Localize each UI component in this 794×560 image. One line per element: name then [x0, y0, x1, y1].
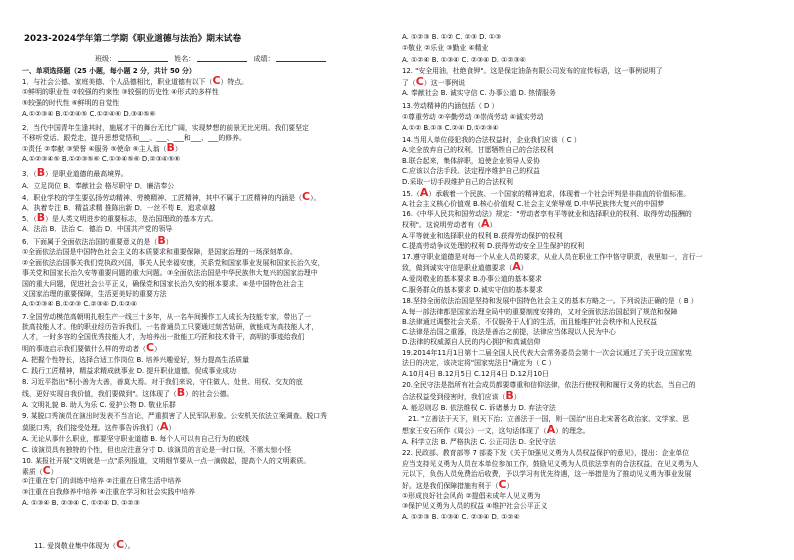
line-text: ①敬业 ②乐业 ③勤业 ④精业 — [402, 44, 489, 52]
exam-line — [22, 247, 297, 257]
line-text: A. 科学立法 B. 严格执法 C. 公正司法 D. 全民守法 — [402, 438, 556, 446]
exam-line — [402, 43, 488, 53]
exam-line — [22, 289, 167, 299]
exam-line — [402, 101, 498, 111]
line-text: 义国家治理的重要保障，生活更美好的重要方法 — [22, 290, 167, 298]
exam-line — [402, 469, 691, 479]
line-text: ）承载着一个民族、一个国家的精神追求，体现着一个社会评判是非曲直的价值标准。 — [428, 190, 691, 198]
line-text: ） — [50, 468, 58, 476]
line-text: ） — [520, 264, 528, 272]
exam-line — [22, 366, 236, 376]
exam-line — [402, 512, 520, 522]
line-text: C. 该演员具有独特的个性，但也应注意分寸 D. 该演员的言论是一时口误，不需太惊小怪 — [22, 446, 292, 454]
exam-line — [22, 332, 305, 342]
exam-line — [22, 445, 291, 455]
line-text: C.应该以合法手段、法定程序维护自己的权益 — [402, 167, 540, 175]
line-text: 12. "安全用油，杜绝食钾"。这是保定油条有限公司发布的宣传标语，这一事例说明了 — [402, 67, 663, 75]
answer-mark: A — [546, 425, 556, 435]
exam-line — [22, 279, 304, 289]
exam-line — [402, 448, 689, 458]
exam-line — [22, 109, 156, 119]
exam-line — [22, 487, 195, 497]
line-text: 9. 某脱口秀演员在演出时发表不当言论，严重损害了人民军队形象。公安机关依法立案调查。脱口秀 — [22, 412, 328, 420]
exam-line — [402, 177, 513, 187]
line-text: 19.2014年11月1日第十二届全国人民代表大会常务委员会第十一次会议通过了关于设立国家宪 — [402, 349, 692, 357]
line-text: ）的社会公德。 — [185, 390, 234, 398]
exam-line — [402, 403, 556, 413]
exam-line — [402, 327, 616, 337]
exam-line — [402, 209, 692, 219]
line-text: A. ①②③ B. ①② C. ②③ D. ①③ — [402, 33, 502, 41]
line-text: A. ①②③ B. ①③④ C. ②③④ D. ①②④ — [402, 513, 520, 521]
exam-line — [402, 156, 540, 166]
class-blank — [118, 53, 168, 62]
line-text: 国的重大问题，促进社会公平正义，确保党和国家长治久安的根本要求。④是中国特色社会主 — [22, 280, 304, 288]
line-text: ①鲜明的职业性 ②较强的约束性 ③较强的历史性 ④形式的多样性 — [22, 88, 219, 96]
exam-line — [402, 369, 549, 379]
exam-line — [402, 348, 692, 358]
exam-line — [402, 112, 544, 122]
exam-line — [22, 377, 303, 387]
exam-line — [22, 540, 134, 550]
exam-line — [402, 231, 563, 241]
exam-line — [22, 98, 119, 108]
exam-line — [22, 224, 172, 234]
line-text: C.服务群众的基本要求 D.诚实守信的基本要求 — [402, 286, 543, 294]
exam-line — [22, 466, 58, 476]
line-text: A. 无论从事什么职业，都要坚守职业道德 B. 每个人可以有自己行为的底线 — [22, 435, 249, 443]
answer-mark: C — [498, 480, 507, 490]
line-text: 好。这是我们保障措施有利于（ — [402, 482, 499, 490]
exam-line — [22, 236, 173, 246]
line-text: D.采取一切手段维护自己的合法权利 — [402, 178, 513, 186]
answer-mark: C — [415, 77, 424, 87]
exam-line — [402, 145, 553, 155]
exam-line — [402, 391, 521, 401]
line-text: B.法律通过调整社会关系，不仅服务于人们的生活，而且能维护社会秩序和人民权益 — [402, 318, 657, 326]
exam-line — [402, 307, 678, 317]
exam-line — [22, 476, 181, 486]
exam-line — [22, 434, 249, 444]
line-text: 批高技能人才。他的职业经历告诉我们，一名普通员工只要通过刻苦钻研，就能成为高技能人才， — [22, 323, 319, 331]
line-text: ②全面依法治国事关我们党执政兴国，事关人民幸福安康，关系党和国家事业发展和国家长治久安， — [22, 259, 325, 267]
exam-line — [22, 133, 246, 143]
exam-line — [22, 203, 215, 213]
line-text: B.联合起来，集体辞职，迫使企业领导人妥协 — [402, 157, 540, 165]
line-text: 16.《中华人民共和国劳动法》规定："劳动者享有平等就业和选择职业的权利、取得劳动报酬的 — [402, 210, 692, 218]
line-text: 10. 某报社开展"文明就是一点"系列报道，文明细节要从一点一滴做起，提高个人的文明素质。 — [22, 457, 311, 465]
exam-line — [22, 422, 175, 432]
line-text: 15.（ — [402, 190, 420, 198]
line-text: A. ①③④ B. ②③④ C. ①②④ D. ①②③ — [22, 499, 140, 507]
line-text: ） — [513, 393, 521, 401]
line-text: 应当支持见义勇为人员在本单位参加工作，鼓励见义勇为人员依法享有的合法权益，在见义勇为人 — [402, 460, 699, 468]
exam-line — [402, 480, 513, 490]
line-text: 事关党和国家长治久安等重要问题的重大问题。③全面依法治国是中华民族伟大复兴的国家治理中 — [22, 269, 318, 277]
line-text: ） — [506, 482, 514, 490]
line-text: 合法权益受到侵害时，我们应该（ — [402, 393, 506, 401]
line-text: ）是人类文明进步的重要标志，是治国理政的基本方式。 — [45, 215, 218, 223]
exam-line — [402, 380, 695, 390]
line-text: A．执着专注 B．精益求精 推陈出新 D．一丝不苟 E．追求卓越 — [22, 204, 216, 212]
line-text: ①注重在专门的训练中培养 ②注重在日常生活中培养 — [22, 477, 182, 485]
answer-mark: B — [505, 391, 514, 401]
line-text: 13.劳动精神的内涵包括（ D ） — [402, 102, 499, 110]
line-text: 法日的决定，该决定将"国家宪法日"确定为（ C ） — [402, 359, 556, 367]
answer-mark: A — [419, 188, 429, 198]
exam-line — [402, 459, 698, 469]
line-text: ） — [168, 424, 176, 432]
line-text: 8. 习近平指出"积小善为大善，善莫大焉。对于我们来说，守住做人、处世、用权、交友的底 — [22, 378, 303, 386]
exam-line — [22, 87, 219, 97]
exam-line — [402, 491, 541, 501]
line-text: 权利"。这说明劳动者有（ — [402, 221, 481, 229]
exam-line — [402, 66, 663, 76]
line-text: ） — [154, 345, 161, 353]
exam-line — [402, 296, 698, 306]
line-text: 不移听党话、跟党走，提升思想觉悟和___、___、___和___、___的修养。 — [22, 134, 246, 142]
line-text: D.法律的权威源自人民的内心拥护和真诚信仰 — [402, 338, 541, 346]
exam-line — [22, 143, 182, 153]
exam-line — [22, 411, 327, 421]
exam-line — [22, 343, 161, 353]
answer-mark: B — [36, 168, 46, 178]
exam-line — [402, 219, 496, 229]
line-text: A.社会主义核心价值观 B.核心价值观 C.社会主义荣辱观 D.中华民族伟大复兴的中国梦 — [402, 200, 665, 208]
line-text: A.每一部法律都是国家治理全局中的重要制度安排的，又对全面依法治国起到了规范和保障 — [402, 308, 678, 316]
line-text: A.①② B.①③ C.②④ D.①②③④ — [402, 124, 499, 132]
answer-mark: C — [146, 343, 155, 353]
exam-line — [22, 66, 196, 76]
line-text: C.法律是治国之重器，良法是善治之前提，法律应当体现以人民为中心 — [402, 328, 616, 336]
line-text: ①全面依法治国是中国特色社会主义的本质要求和重要保障，是国家治理的一场深刻革命。 — [22, 248, 297, 256]
exam-line — [22, 355, 249, 365]
exam-line — [22, 258, 324, 268]
exam-line — [402, 32, 501, 42]
line-text: 22. 民政部、教育部等 7 部委下发《关于加强见义勇为人员权益保护的意见》，提出：企业单位 — [402, 449, 690, 457]
exam-line — [402, 135, 581, 145]
exam-line — [402, 123, 499, 133]
line-text: 5．（ — [22, 215, 37, 223]
line-text: A.完全放弃自己的权利，甘愿牺牲自己的合法权利 — [402, 146, 554, 154]
line-text: A.平等就业和选择职业的权利 B.获得劳动保护的权利 — [402, 232, 563, 240]
exam-line — [402, 252, 702, 262]
exam-line — [22, 388, 233, 398]
exam-line — [22, 299, 137, 309]
line-text: 7.全国劳动模范高朝明扎根生产一线三十多年，从一名车间操作工人成长为技能专家，带出了一 — [22, 313, 312, 321]
exam-line — [22, 400, 176, 410]
exam-line — [22, 168, 128, 178]
line-text: 明的事迹启示我们要做什么样的劳动者（ — [22, 345, 147, 353]
exam-line — [402, 437, 556, 447]
answer-mark: C — [212, 76, 221, 86]
exam-line — [402, 166, 540, 176]
line-text: 人才，一时多容的全国优秀技能人才，为培养出一批能工巧匠和技术骨干，高明的事迹给我们 — [22, 333, 305, 341]
answer-mark: B — [176, 388, 186, 398]
line-text: 2．当代中国青年生逢其时，施展才干的舞台无比广阔，实现梦想的前景无比光明。我们要坚定 — [22, 124, 309, 132]
exam-line — [22, 268, 318, 278]
answer-mark: A — [159, 422, 169, 432]
exam-line — [402, 317, 657, 327]
line-text: ③保护见义勇为人员的权益 ④维护社会公平正义 — [402, 502, 548, 510]
line-text: ①责任 ②奉献 ③荣誉 ④服务 ⑤使命 ⑥主人翁（ — [22, 145, 167, 153]
exam-line — [22, 76, 248, 86]
line-text: ） — [174, 145, 182, 153]
exam-line — [402, 285, 543, 295]
answer-mark: B — [166, 143, 175, 153]
exam-line — [402, 199, 664, 209]
score-blank — [276, 53, 326, 62]
line-text: 致，做到诚实守信是职业道德要求（ — [402, 264, 513, 272]
line-text: A．法治 B．法治 C．德治 D．中国共产党的领导 — [22, 225, 173, 233]
line-text: A. 把握个性特长，选择合适工作岗位 B. 培养兴趣爱好，努力提高生活质量 — [22, 356, 249, 364]
exam-line — [402, 262, 528, 272]
line-text: 一、单项选择题（25 小题，每小题 2 分，共计 50 分） — [22, 67, 196, 75]
answer-mark: B — [157, 236, 166, 246]
answer-mark: A — [480, 219, 490, 229]
exam-line — [402, 501, 547, 511]
answer-mark: A — [512, 262, 521, 272]
class-label: 班级： — [95, 55, 116, 63]
line-text: 14.当用人单位侵犯我的合法权益时，企业我们应该（ C ） — [402, 136, 581, 144]
student-info-row — [95, 53, 330, 64]
exam-line — [402, 337, 540, 347]
answer-mark: B — [36, 213, 46, 223]
line-text: 素质（ — [22, 468, 43, 476]
line-text: A. 能忍则忍 B. 依法维权 C. 诉诸暴力 D. 弃法守法 — [402, 404, 556, 412]
line-text: A.10月4日 B.12月5日 C.12月4日 D.12月10日 — [402, 370, 549, 378]
line-text: C.提高劳动争议处理的权利 D.获得劳动安全卫生保护的权利 — [402, 242, 585, 250]
line-text: 了（ — [402, 79, 416, 87]
line-text: 6．下面属于全面依法治国的重要意义的是（ — [22, 238, 158, 246]
line-text: ） — [489, 221, 497, 229]
line-text: 11. 爱岗敬业集中体现为（ — [34, 542, 117, 550]
exam-line — [22, 498, 140, 508]
line-text: 20.全民守法是指所有社会成员都要尊重和信仰法律，依法行使权利和履行义务的状态，当自己的 — [402, 381, 696, 389]
exam-line — [22, 322, 318, 332]
line-text: 想家王安石所作《周公》一文，这句话体现了（ — [402, 427, 547, 435]
answer-mark: C — [42, 466, 51, 476]
line-text: A.①②③④ B.①②③ C.②③④ D.①②④ — [22, 300, 138, 308]
line-text: ）特点。 — [220, 78, 249, 86]
line-text: ） — [165, 238, 173, 246]
line-text: A.爱岗敬业的基本要求 B.办事公道的基本要求 — [402, 275, 542, 283]
exam-line — [402, 414, 689, 424]
exam-line — [402, 425, 590, 435]
exam-line — [22, 192, 320, 202]
line-text: ③注重在自我修养中培养 ④注重在学习和社会实践中培养 — [22, 488, 196, 496]
line-text: 元以下，负伤人员免费治后收费，予以学习有优先待遇，这一举措是为了推动见义勇为事业发展 — [402, 470, 692, 478]
line-text: A.①②③④⑤ B.①②③⑤⑥ C.①③④⑤⑥ D.②③④⑤⑥ — [22, 155, 181, 163]
line-text: ①尊重劳动 ②辛勤劳动 ③崇尚劳动 ④诚实劳动 — [402, 113, 544, 121]
exam-line — [402, 77, 465, 87]
line-text: ）的理念。 — [555, 427, 590, 435]
exam-line — [22, 123, 309, 133]
exam-line — [22, 312, 311, 322]
exam-line — [402, 188, 690, 198]
name-blank — [197, 53, 247, 62]
line-text: 3．（ — [22, 170, 37, 178]
line-text: A．立足岗位 B．奉献社会 格尽职守 D．廉洁奉公 — [22, 182, 175, 190]
line-text: ）这一事例说 — [423, 79, 466, 87]
line-text: A.①②③④ B.①②④⑤ C.①②④⑥ D.③④⑤⑥ — [22, 110, 156, 118]
line-text: 21. "立善法于天下，则天下治；立善法于一国，则一国治"出自北宋著名政治家、文学家、思 — [408, 415, 690, 423]
exam-line — [22, 213, 217, 223]
exam-title: 2023-2024学年第二学期《职业道德与法治》期末试卷 — [24, 34, 242, 44]
line-text: ）。 — [310, 194, 321, 202]
exam-line — [402, 88, 556, 98]
line-text: A. ①②④ B. ①③④ C. ②③④ D. ①②③④ — [402, 56, 526, 64]
line-text: ）是职业道德的最高境界。 — [45, 170, 128, 178]
line-text: 4．职业学校的学生要弘扬劳动精神、劳模精神、工匠精神，其中不属于工匠精神的内涵是（ — [22, 194, 303, 202]
line-text: 17.遵守职业道德是对每一个从业人员的要求，从业人员在职业工作中恪守职责，表里如一，言行一 — [402, 253, 703, 261]
exam-line — [402, 55, 526, 65]
line-text: 18.坚持全面依法治国是坚持和发展中国特色社会主义的基本方略之一。下列说法正确的是（ B ） — [402, 297, 698, 305]
exam-line — [402, 274, 542, 284]
exam-line — [22, 181, 174, 191]
line-text: ①形成良好社会风尚 ②提倡未成年人见义勇为 — [402, 492, 541, 500]
line-text: C. 践行工匠精神，精益求精成就事业 D. 提升职业道德，促成事业成功 — [22, 367, 237, 375]
line-text: A. 文明礼貌 B. 助人为乐 C. 爱护公物 D. 敬业乐群 — [22, 401, 176, 409]
line-text: 线，更好实现自我价值，我们要做到"。这体现了（ — [22, 390, 177, 398]
exam-line — [402, 241, 584, 251]
score-label: 成绩： — [253, 55, 275, 63]
name-label: 姓名： — [174, 55, 196, 63]
answer-mark: C — [116, 540, 125, 550]
line-text: A. 奉献社会 B. 诚实守信 C. 办事公道 D. 热情服务 — [402, 89, 556, 97]
exam-line — [22, 154, 180, 164]
line-text: 莫脱口秀，我们接受处理。这件事告诉我们（ — [22, 424, 160, 432]
exam-line — [402, 358, 555, 368]
line-text: ）。 — [124, 542, 135, 550]
line-text: ⑤较强的时代性 ⑥鲜明的自觉性 — [22, 99, 120, 107]
line-text: 1．与社会公德、家庭美德、个人品德相比，职业道德有以下（ — [22, 78, 213, 86]
exam-line — [22, 456, 310, 466]
answer-mark: C — [302, 192, 311, 202]
